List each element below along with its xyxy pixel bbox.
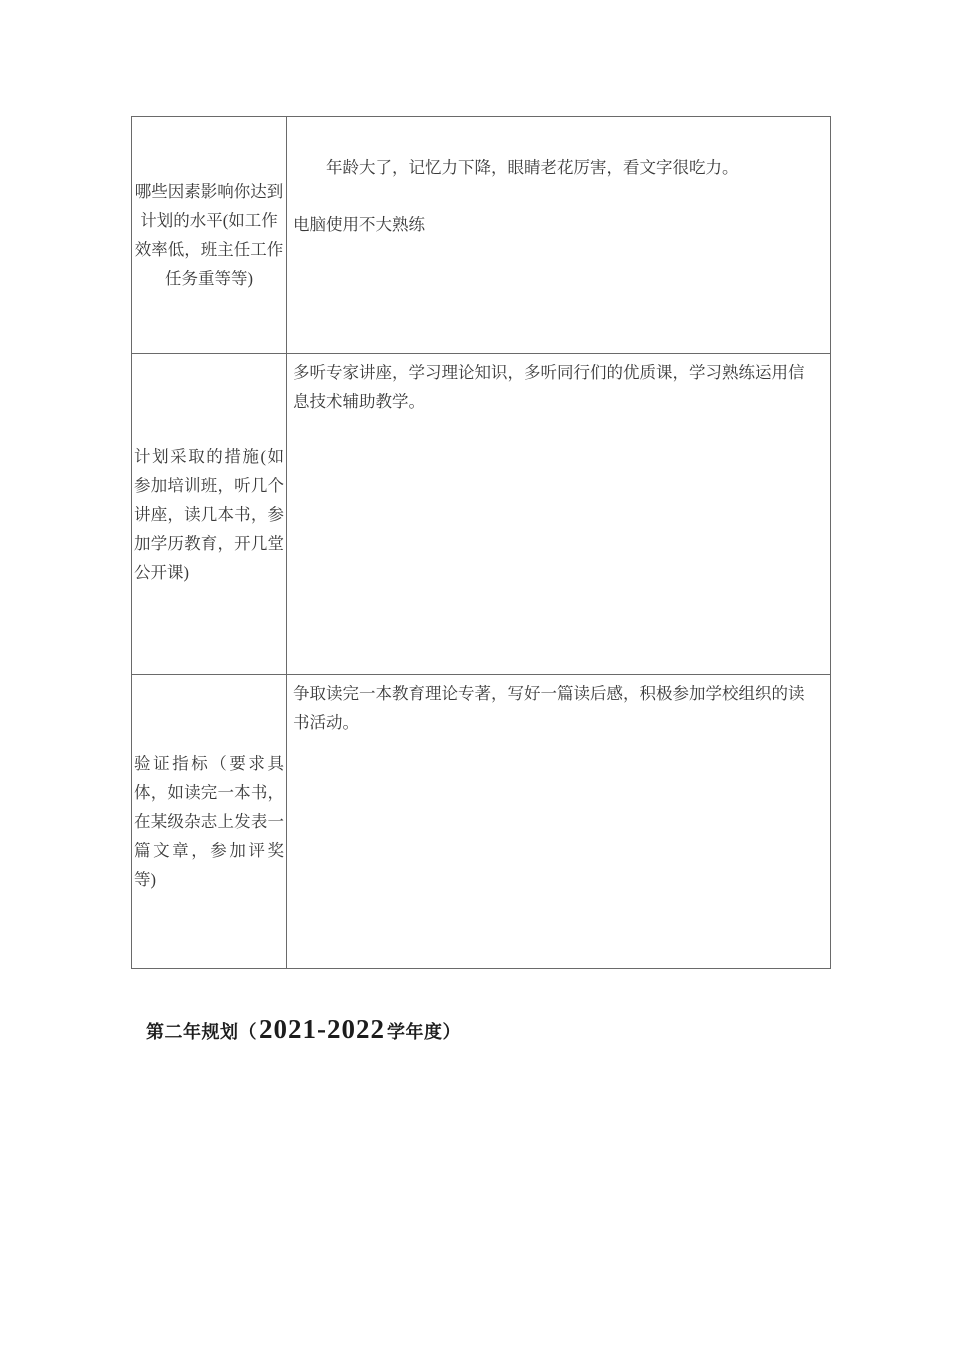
- table-row-factors: [132, 117, 831, 354]
- heading-prefix-text: 第二年规划（: [146, 1022, 257, 1042]
- paragraph-age-memory: 年龄大了，记忆力下降，眼睛老花厉害，看文字很吃力。: [326, 158, 739, 177]
- paragraph-indicators: 争取读完一本教育理论专著，写好一篇读后感，积极参加学校组织的读书活动。: [293, 684, 805, 732]
- development-plan-table: [131, 116, 831, 969]
- row-label-planned-measures: 计划采取的措施(如参加培训班，听几个讲座，读几本书，参加学历教育，开几堂公开课): [132, 354, 287, 675]
- table-row-indicators: [132, 675, 831, 969]
- heading-school-years: 2021-2022: [259, 1014, 385, 1044]
- paragraph-computer-skill: 电脑使用不大熟练: [293, 215, 425, 234]
- row-label-influencing-factors: 哪些因素影响你达到计划的水平(如工作效率低，班主任工作任务重等等): [132, 117, 287, 354]
- table-row-measures: [132, 354, 831, 675]
- row-content-influencing-factors: [287, 117, 831, 354]
- heading-suffix-text: 学年度）: [387, 1022, 461, 1042]
- row-content-planned-measures: [287, 354, 831, 675]
- second-year-plan-heading: [146, 1014, 461, 1054]
- row-label-verification-indicators: 验证指标（要求具体，如读完一本书，在某级杂志上发表一篇文章，参加评奖等): [132, 675, 287, 969]
- paragraph-measures: 多听专家讲座，学习理论知识，多听同行们的优质课，学习熟练运用信息技术辅助教学。: [293, 363, 805, 411]
- row-content-verification-indicators: [287, 675, 831, 969]
